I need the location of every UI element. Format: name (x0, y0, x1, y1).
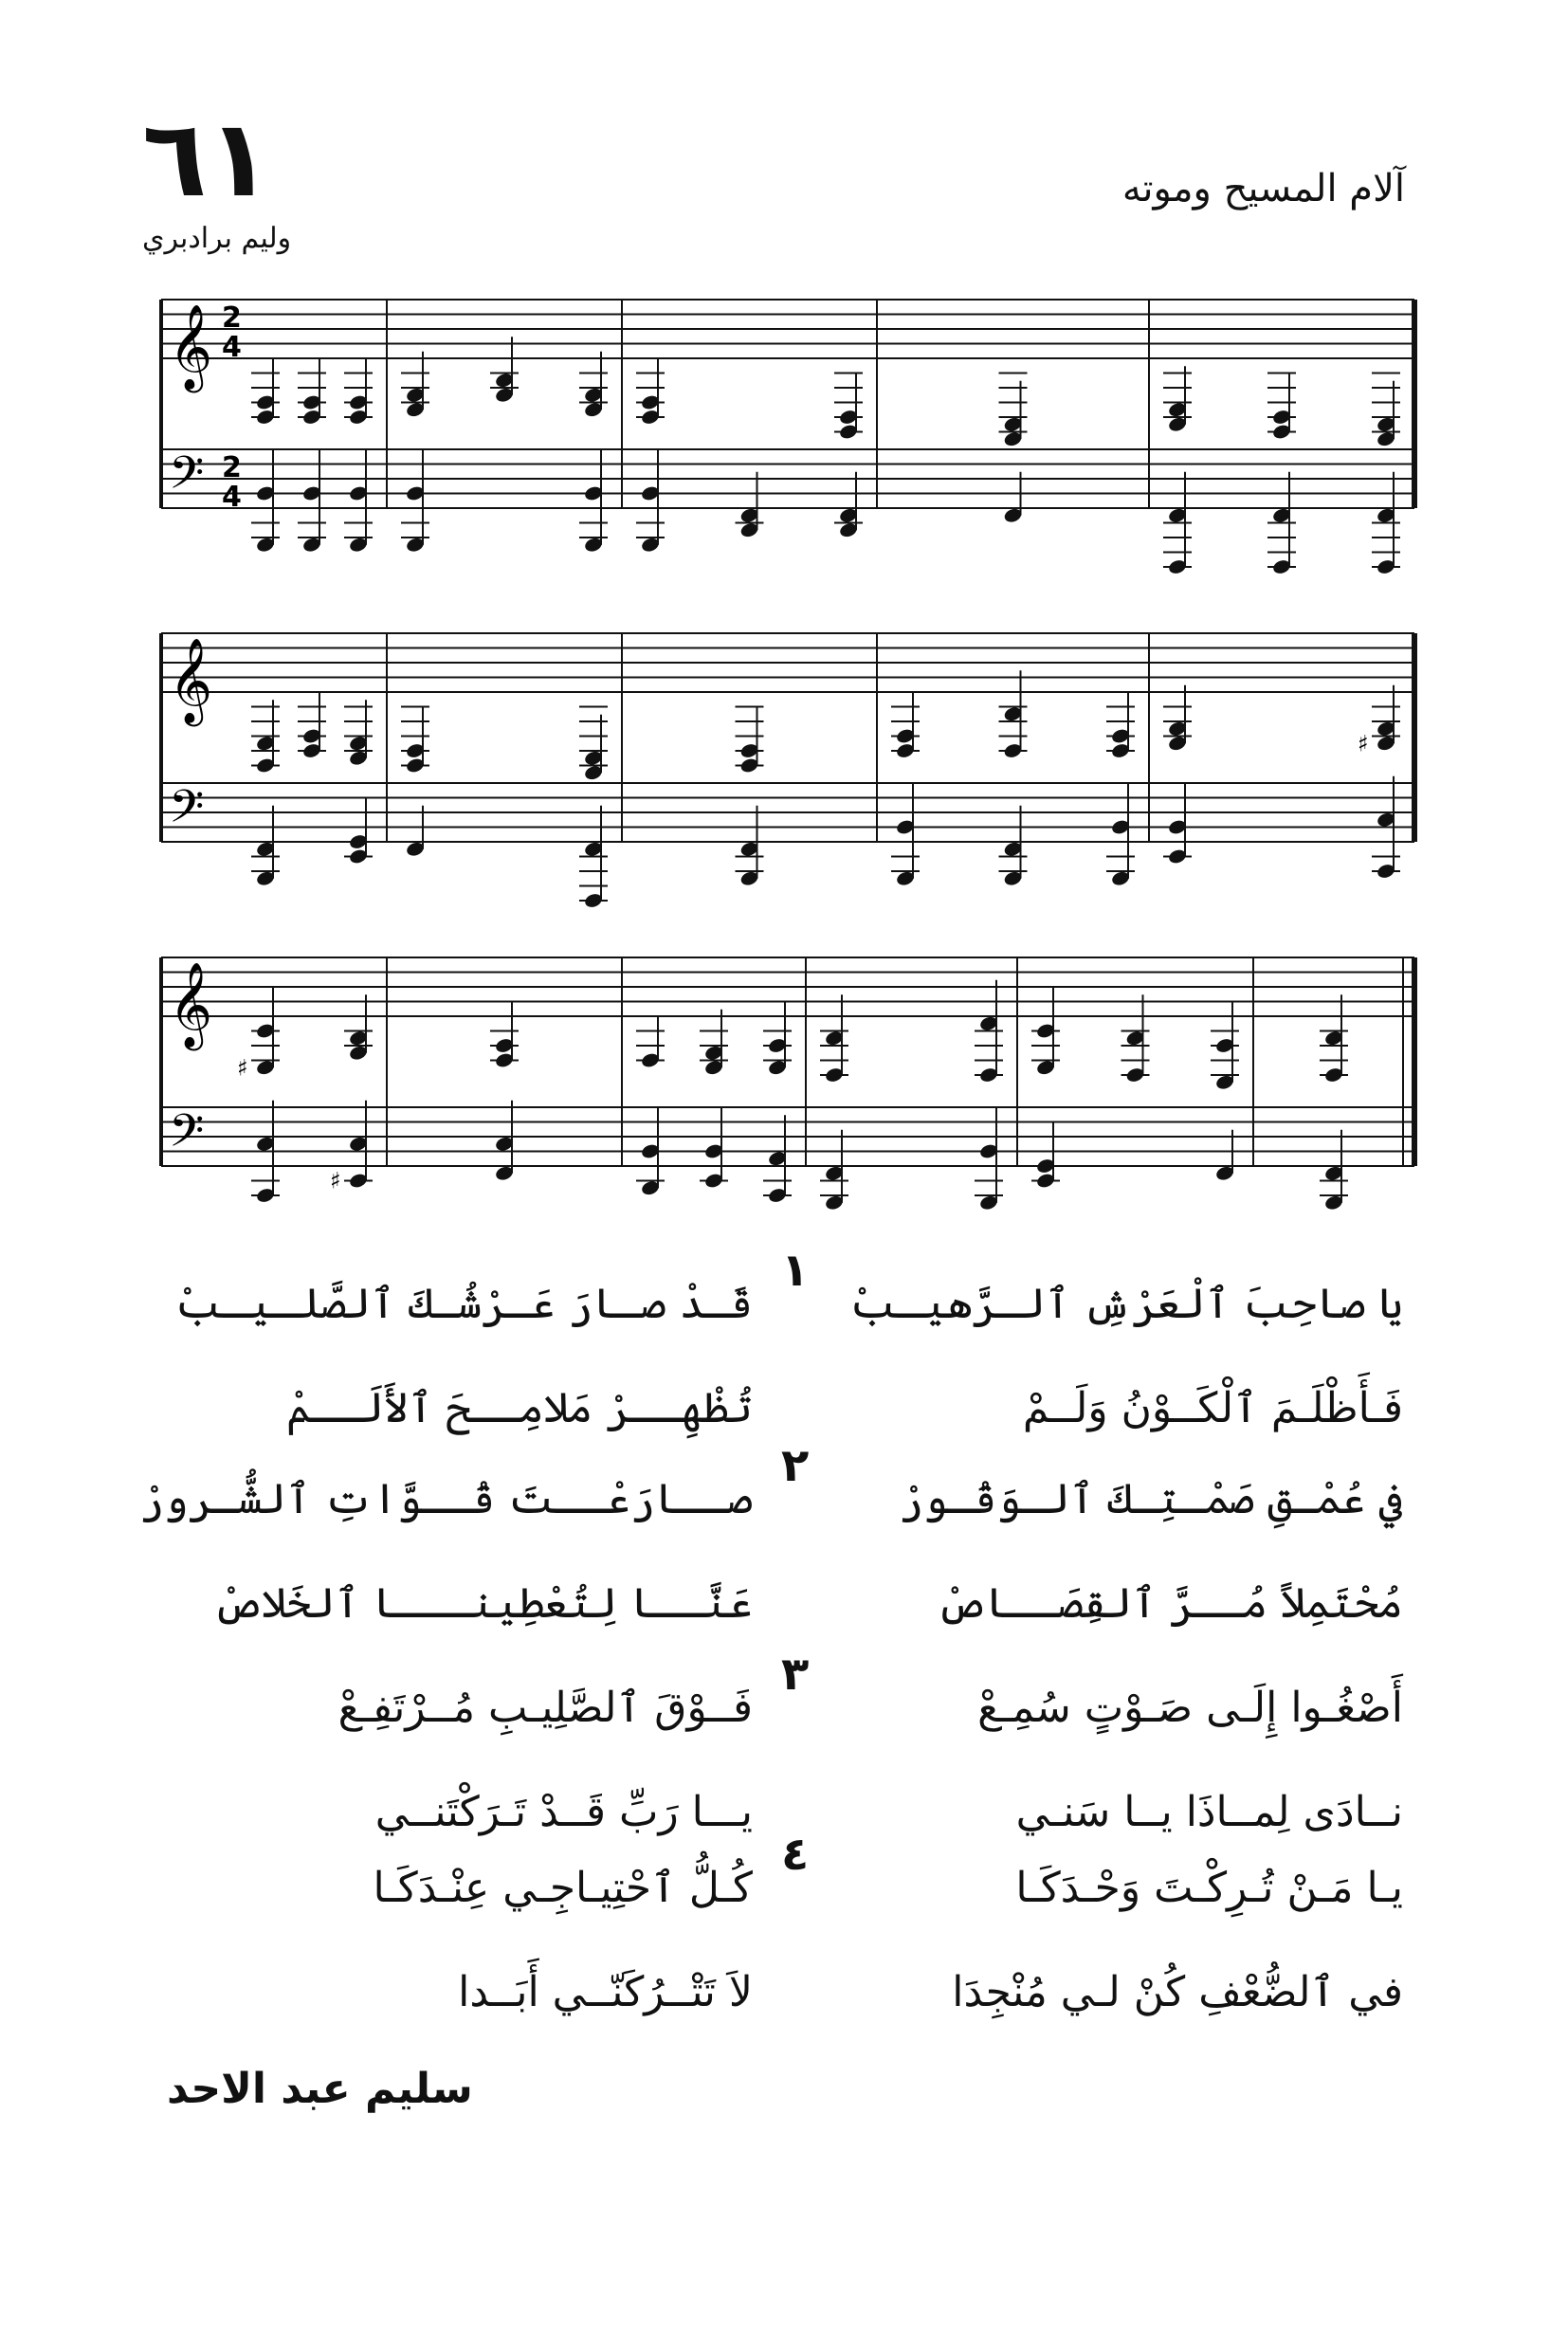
lyric-line-left: تُظْهِــرْ مَلامِــحَ ٱلأَلَــمْ (285, 1384, 753, 1432)
verse-number: ١ (781, 1244, 810, 1297)
sharp-accidental: ♯ (1358, 730, 1369, 757)
time-signature-numerator: 2 (222, 451, 242, 484)
lyric-line-left: صــارَعْــتَ قُــوَّاتِ ٱلشُّـرورْ (139, 1475, 753, 1523)
treble-clef: 𝄞 (169, 962, 213, 1048)
verse-number: ٣ (781, 1648, 810, 1701)
treble-clef: 𝄞 (169, 304, 213, 390)
verse-number: ٤ (781, 1828, 810, 1881)
lyric-line-left: كُـلُّ ٱحْتِيـاجِـي عِنْـدَكَـا (373, 1864, 753, 1912)
treble-clef: 𝄞 (169, 638, 213, 723)
hymn-number: ٦١ (142, 98, 272, 221)
lyricist-credit: سليم عبد الاحد (167, 2065, 473, 2113)
lyric-line-right: أَصْغُـوا إِلَـى صَـوْتٍ سُمِـعْ (977, 1684, 1403, 1732)
lyric-line-left: قَـدْ صـارَ عَـرْشُـكَ ٱلصَّلـيـبْ (174, 1280, 753, 1328)
section-title: آلام المسيح وموته (1121, 167, 1405, 210)
lyric-line-right: في عُمْـقِ صَمْـتِـكَ ٱلـوَقُـورْ (899, 1475, 1403, 1523)
lyric-line-right: يا صاحِبَ ٱلْعَرْشِ ٱلـرَّهيـبْ (849, 1280, 1403, 1328)
lyric-line-right: نــادَى لِمــاذَا يــا سَنـي (1015, 1788, 1403, 1836)
time-signature-numerator: 2 (222, 301, 242, 335)
bass-clef: 𝄢 (169, 446, 205, 511)
lyric-line-right: يـا مَـنْ تُـرِكْـتَ وَحْـدَكَـا (1015, 1864, 1403, 1912)
time-signature-denominator: 4 (222, 331, 242, 364)
lyric-line-left: لاَ تَتْــرُكَنّــي أَبَــدا (458, 1968, 753, 2016)
bass-clef: 𝄢 (169, 1103, 205, 1169)
lyric-line-left: يـــا رَبِّ قَــدْ تَـرَكْتَنــي (374, 1788, 753, 1836)
lyric-line-right: فَـأَظْلَـمَ ٱلْكَــوْنُ وَلَــمْ (1022, 1384, 1403, 1432)
sharp-accidental: ♯ (237, 1054, 248, 1082)
verse-number: ٢ (781, 1439, 810, 1492)
lyric-line-left: عَنَّــا لِتُعْطِينـــا ٱلخَلاصْ (212, 1579, 753, 1628)
time-signature-denominator: 4 (222, 481, 242, 514)
lyric-line-left: فَــوْقَ ٱلصَّلِيـبِ مُــرْتَفِـعْ (337, 1684, 753, 1732)
bass-clef: 𝄢 (169, 779, 205, 845)
lyric-line-right: في ٱلضُّعْفِ كُنْ لـي مُنْجِدَا (952, 1968, 1403, 2016)
sharp-accidental: ♯ (330, 1167, 341, 1194)
composer-credit: ولیم برادبري (142, 222, 292, 255)
lyric-line-right: مُحْتَمِلاً مُــرَّ ٱلقِصَــاصْ (936, 1579, 1403, 1628)
